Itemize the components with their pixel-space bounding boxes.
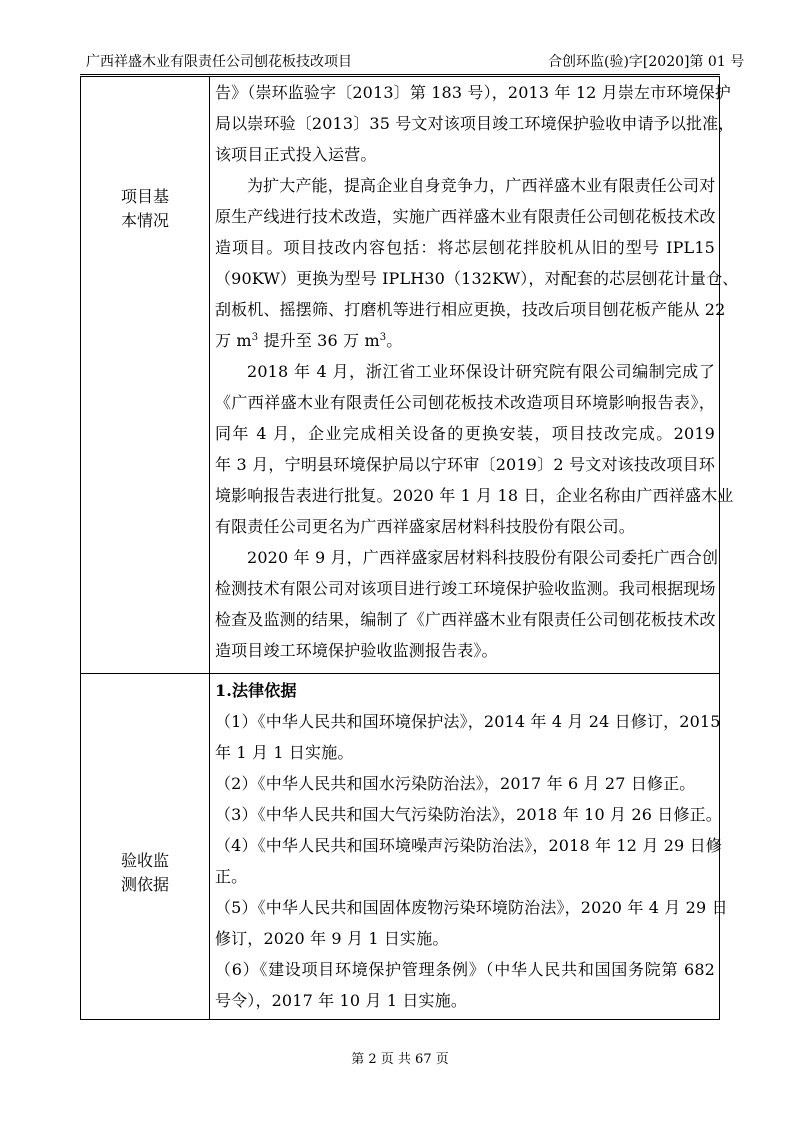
list-item: 正。 [215,867,248,886]
text-line: 同年 4 月，企业完成相关设备的更换安装，项目技改完成。2019 [215,424,715,443]
list-item: （3）《中华人民共和国大气污染防治法》，2018 年 10 月 26 日修正。 [215,805,722,824]
text-line: 境影响报告表进行批复。2020 年 1 月 18 日，企业名称由广西祥盛木业 [215,486,734,505]
text-line: 2018 年 4 月，浙江省工业环保设计研究院有限公司编制完成了 [247,362,715,381]
row-label-acceptance-basis: 验收监 测依据 [120,851,169,894]
text-line: 刮板机、摇摆筛、打磨机等进行相应更换，技改后项目刨花板产能从 22 [215,300,726,319]
text-line: 《广西祥盛木业有限责任公司刨花板技术改造项目环境影响报告表》， [215,393,715,412]
page-number: 第 2 页 共 67 页 [351,1052,449,1067]
list-item: 修订，2020 年 9 月 1 日实施。 [215,929,449,948]
header-document-number: 合创环监(验)字[2020]第 01 号 [548,54,745,70]
list-item: 号令），2017 年 10 月 1 日实施。 [215,991,467,1010]
list-item: （5）《中华人民共和国固体废物污染环境防治法》，2020 年 4 月 29 日 [215,898,728,917]
list-item: （1）《中华人民共和国环境保护法》，2014 年 4 月 24 日修订，2015 [215,712,721,731]
text-line: 有限责任公司更名为广西祥盛家居材料科技股份有限公司。 [215,517,635,536]
list-item: 年 1 月 1 日实施。 [215,743,354,762]
text-line: 检测技术有限公司对该项目进行竣工环境保护验收监测。我司根据现场 [215,579,716,598]
section-heading: 1.法律依据 [215,681,297,700]
header-project-title: 广西祥盛木业有限责任公司刨花板技改项目 [86,54,352,70]
text-line: 造项目。项目技改内容包括：将芯层刨花拌胶机从旧的型号 IPL15 [215,238,715,257]
text-line: 年 3 月，宁明县环境保护局以宁环审〔2019〕2 号文对该技改项目环 [215,455,715,474]
text-line: 原生产线进行技术改造，实施广西祥盛木业有限责任公司刨花板技术改 [215,207,716,226]
text-line: 该项目正式投入运营。 [215,145,377,164]
row-divider [81,673,719,674]
list-item: （6）《建设项目环境保护管理条例》（中华人民共和国国务院第 682 [215,960,715,979]
text-line: 告》（崇环监验字〔2013〕第 183 号），2013 年 12 月崇左市环境保护 [215,83,731,102]
text-line: 为扩大产能，提高企业自身竞争力，广西祥盛木业有限责任公司对 [247,176,716,195]
text-line: 局以崇环验〔2013〕35 号文对该项目竣工环境保护验收申请予以批准， [215,114,735,133]
content-table [80,76,739,1020]
header-rule [80,74,720,75]
list-item: （4）《中华人民共和国环境噪声污染防治法》，2018 年 12 月 29 日修 [215,836,722,855]
text-line: （90KW）更换为型号 IPLH30（132KW），对配套的芯层刨花计量仓、 [215,269,739,288]
row-label-project-basics: 项目基 本情况 [120,187,169,230]
acceptance-basis-text [215,675,728,1016]
column-divider [209,77,210,1019]
text-line: 万 $m^3$ 提升至 36 万 $m^3$。 [215,331,403,350]
text-line: 2020 年 9 月，广西祥盛家居材料科技股份有限公司委托广西合创 [247,548,719,567]
project-basics-text [215,77,739,666]
text-line: 造项目竣工环境保护验收监测报告表》。 [215,641,498,660]
list-item: （2）《中华人民共和国水污染防治法》，2017 年 6 月 27 日修正。 [215,774,696,793]
text-line: 检查及监测的结果，编制了《广西祥盛木业有限责任公司刨花板技术改 [215,610,716,629]
